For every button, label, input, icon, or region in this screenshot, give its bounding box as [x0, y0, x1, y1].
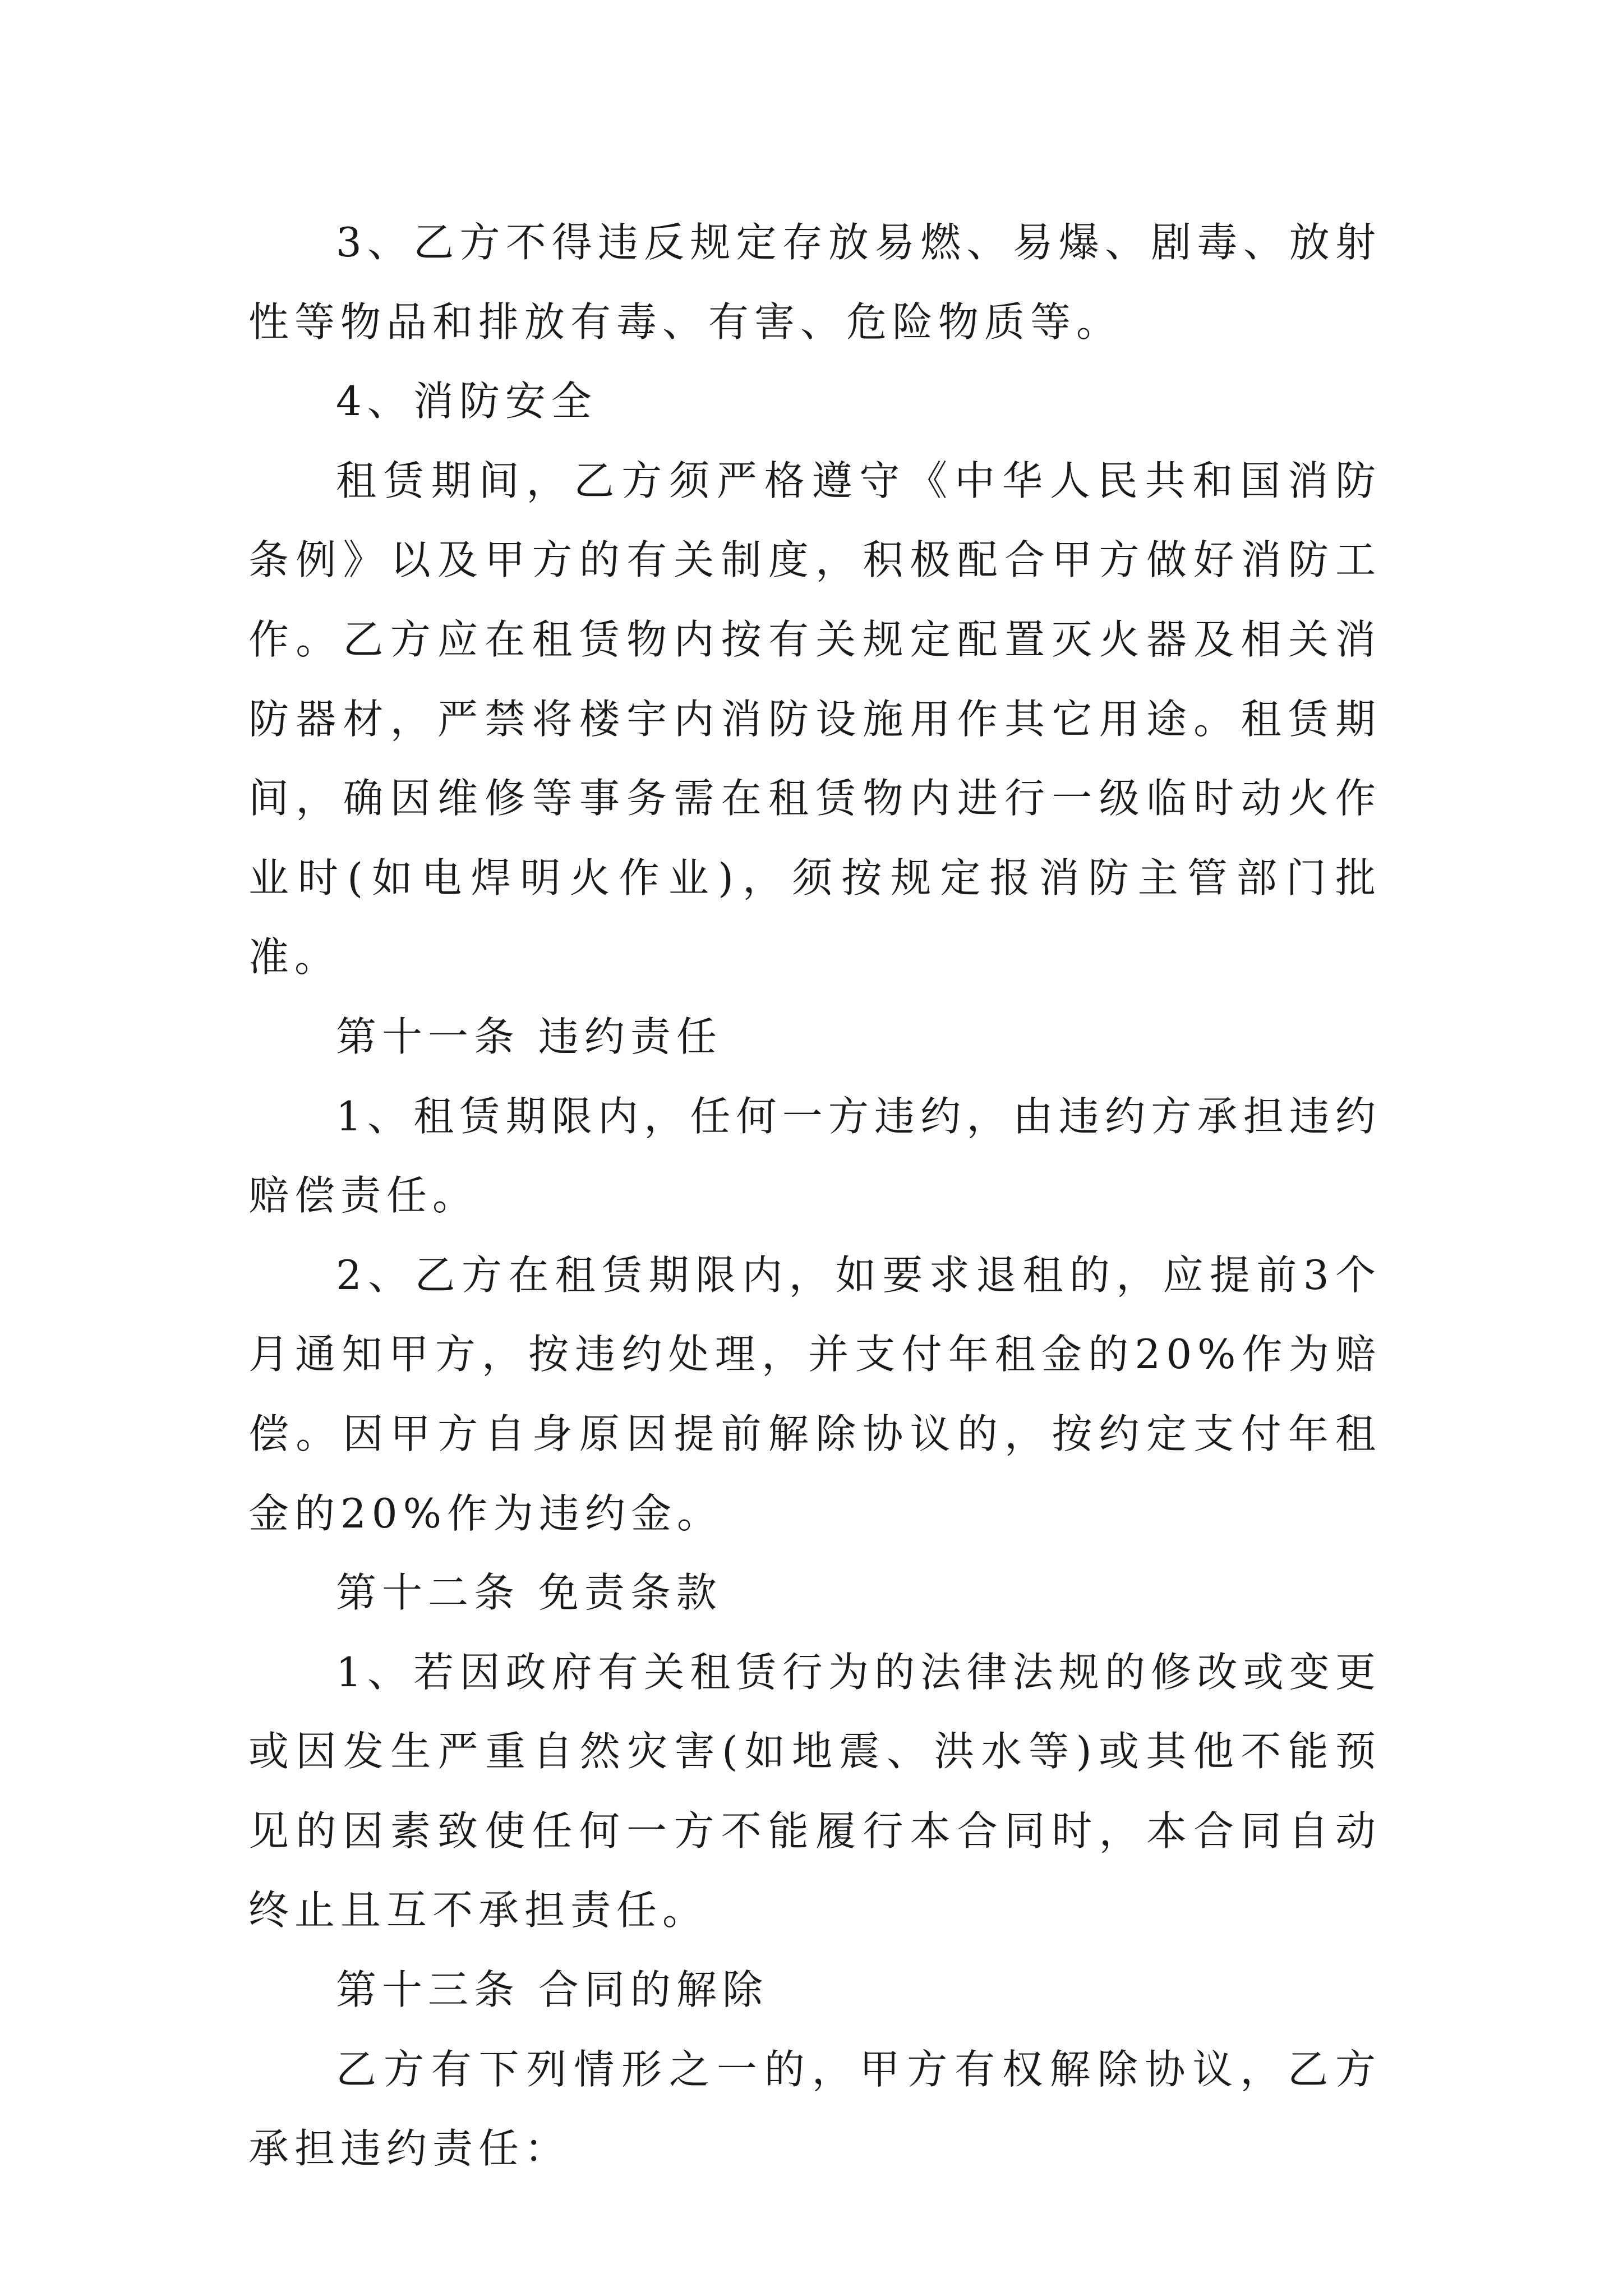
- document-body: [248, 203, 1381, 2189]
- paragraph-heading-fire-safety: 4、消防安全: [336, 378, 597, 425]
- paragraph-fire-safety-body: 租赁期间，乙方须严格遵守《中华人民共和国消防条例》以及甲方的有关制度，积极配合甲方做好消防工作。乙方应在租赁物内按有关规定配置灭火器及相关消防器材，严禁将楼宇内消防设施用作其它用途。租赁期间，确因维修等事务需在租赁物内进行一级临时动火作业时(如电焊明火作业)，须按规定报消防主管部门批准。: [248, 457, 1381, 981]
- paragraph-exemption-1: 1、若因政府有关租赁行为的法律法规的修改或变更或因发生严重自然灾害(如地震、洪水等)或其他不能预见的因素致使任何一方不能履行本合同时，本合同自动终止且互不承担责任。: [248, 1648, 1381, 1934]
- section-heading-article-13: 第十三条 合同的解除: [336, 1966, 768, 2014]
- section-heading-article-11: 第十一条 违约责任: [336, 1013, 722, 1060]
- paragraph-breach-2: 2、乙方在租赁期限内，如要求退租的，应提前3个月通知甲方，按违约处理，并支付年租金的20%作为赔偿。因甲方自身原因提前解除协议的，按约定支付年租金的20%作为违约金。: [248, 1251, 1381, 1537]
- paragraph-clause-3: 3、乙方不得违反规定存放易燃、易爆、剧毒、放射性等物品和排放有毒、有害、危险物质等。: [248, 219, 1381, 346]
- section-heading-article-12: 第十二条 免责条款: [336, 1569, 722, 1617]
- paragraph-breach-1: 1、租赁期限内，任何一方违约，由违约方承担违约赔偿责任。: [248, 1092, 1381, 1220]
- paragraph-termination-intro: 乙方有下列情形之一的，甲方有权解除协议，乙方承担违约责任：: [248, 2045, 1381, 2173]
